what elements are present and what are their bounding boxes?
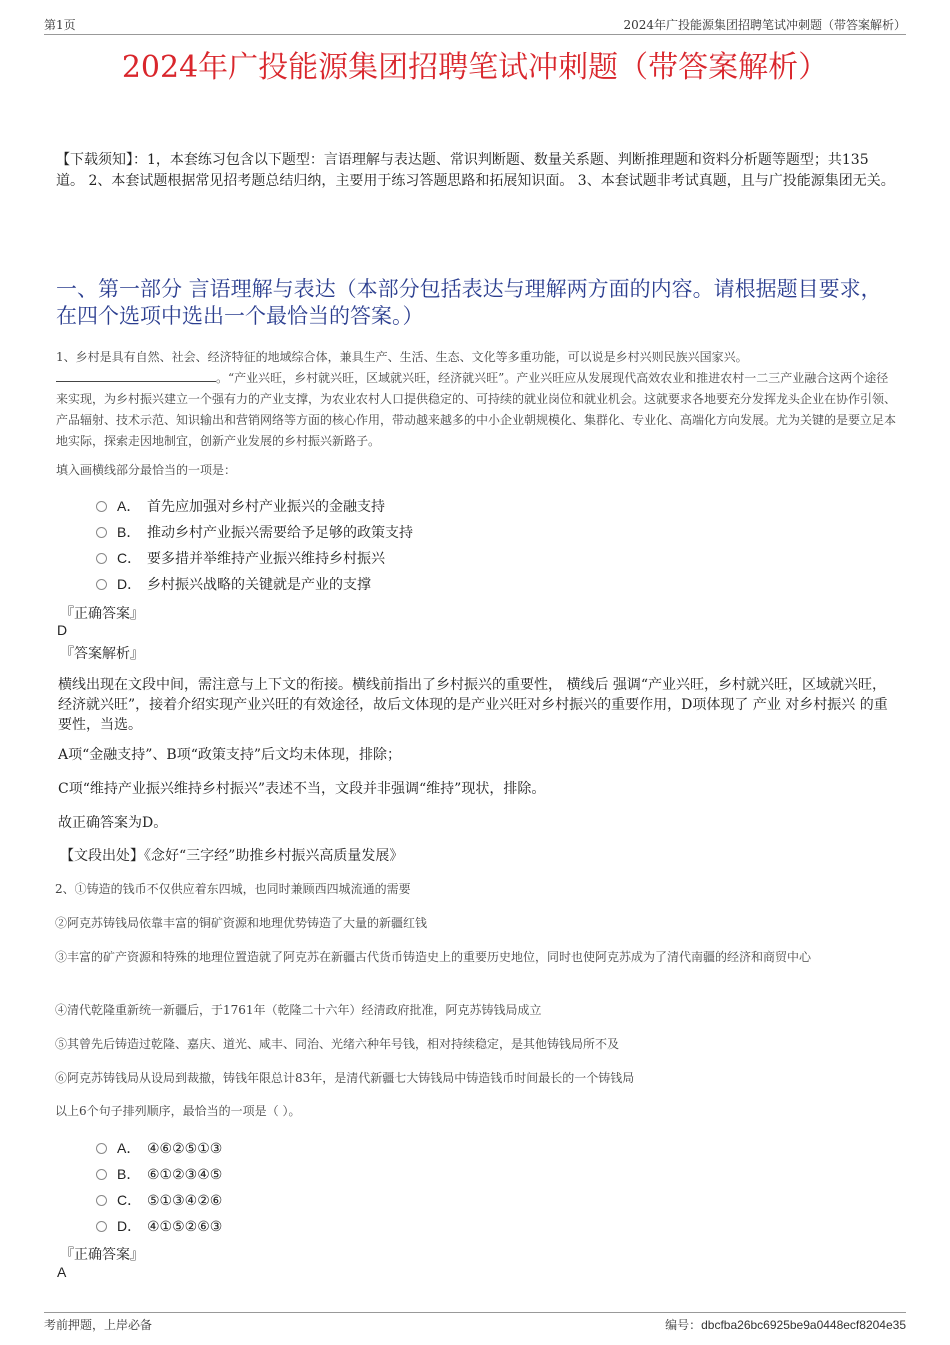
q2-sentence: ④清代乾隆重新统一新疆后，于1761年（乾隆二十六年）经清政府批准，阿克苏铸钱局成立 bbox=[55, 1003, 542, 1017]
radio-icon[interactable] bbox=[96, 527, 107, 538]
option-a[interactable]: A． ④⑥②⑤①③ bbox=[96, 1135, 222, 1161]
answer-label: 『正确答案』 bbox=[60, 1247, 144, 1263]
q2-sentence: ③丰富的矿产资源和特殊的地理位置造就了阿克苏在新疆古代货币铸造史上的重要历史地位，同时也使阿克苏成为了清代南疆的经济和商贸中心 bbox=[55, 950, 812, 964]
fill-blank-line bbox=[56, 369, 216, 382]
radio-icon[interactable] bbox=[96, 1195, 107, 1206]
page-number: 第1页 bbox=[44, 18, 76, 32]
answer-value: D bbox=[57, 622, 68, 638]
footer-slogan: 考前押题，上岸必备 bbox=[44, 1318, 153, 1332]
answer-label: 『正确答案』 bbox=[60, 606, 144, 622]
analysis-paragraph: 故正确答案为D。 bbox=[58, 815, 168, 831]
question-1-prompt: 填入画横线部分最恰当的一项是： bbox=[56, 463, 237, 477]
option-c[interactable]: C． ⑤①③④②⑥ bbox=[96, 1187, 222, 1213]
q2-sentence: 2、①铸造的钱币不仅供应着东四城，也同时兼顾西四城流通的需要 bbox=[55, 882, 411, 896]
q2-sentence: ②阿克苏铸钱局依靠丰富的铜矿资源和地理优势铸造了大量的新疆红钱 bbox=[55, 916, 428, 930]
page-title: 2024年广投能源集团招聘笔试冲刺题（带答案解析） bbox=[121, 50, 829, 85]
question-1-options bbox=[96, 493, 413, 597]
question-1-rest: 。“产业兴旺，乡村就兴旺，区域就兴旺，经济就兴旺”。产业兴旺应从发展现代高效农业和推进农村一二三产业融合这两个途径来实现，为乡村振兴建立一个强有力的产业支撑，为农业农村人口提供稳定的、可持续的就业岗位和就业机会。这就要求各地要充分发挥龙头企业在协作引领、产品辐射、技术示范、知识输出和营销网络等方面的核心作用，带动越来越多的中小企业朝规模化、集群化、专业化、高端化方向发展。尤为关键的是要立足本地实际，探索走因地制宜，创新产业发展的乡村振兴新路子。 bbox=[56, 371, 897, 448]
option-d[interactable]: D． ④①⑤②⑥③ bbox=[96, 1213, 222, 1239]
radio-icon[interactable] bbox=[96, 1143, 107, 1154]
option-a[interactable]: A． 首先应加强对乡村产业振兴的金融支持 bbox=[96, 493, 413, 519]
section-heading: 一、第一部分 言语理解与表达（本部分包括表达与理解两方面的内容。请根据题目要求，在四个选项中选出一个最恰当的答案。） bbox=[56, 277, 882, 328]
analysis-label: 『答案解析』 bbox=[60, 646, 144, 662]
page-header bbox=[44, 14, 906, 35]
page-footer bbox=[44, 1312, 906, 1332]
option-b[interactable]: B． 推动乡村产业振兴需要给予足够的政策支持 bbox=[96, 519, 413, 545]
question-2-options bbox=[96, 1135, 222, 1239]
option-b[interactable]: B． ⑥①②③④⑤ bbox=[96, 1161, 222, 1187]
radio-icon[interactable] bbox=[96, 501, 107, 512]
analysis-paragraph: C项“维持产业振兴维持乡村振兴”表述不当，文段并非强调“维持”现状，排除。 bbox=[58, 781, 546, 797]
radio-icon[interactable] bbox=[96, 579, 107, 590]
question-2-prompt: 以上6个句子排列顺序，最恰当的一项是（ ）。 bbox=[55, 1104, 301, 1118]
q2-sentence: ⑤其曾先后铸造过乾隆、嘉庆、道光、咸丰、同治、光绪六种年号钱，相对持续稳定，是其他铸钱局所不及 bbox=[55, 1037, 620, 1051]
download-notice: 【下载须知】：1，本套练习包含以下题型：言语理解与表达题、常识判断题、数量关系题、判断推理题和资料分析题等题型；共135道。 2、本套试题根据常见招考题总结归纳，主要用于练习答题思路和拓展知识面。 3、本套试题非考试真题，且与广投能源集团无关。 bbox=[56, 152, 895, 189]
option-c[interactable]: C． 要多措并举维持产业振兴维持乡村振兴 bbox=[96, 545, 413, 571]
analysis-paragraph: 横线出现在文段中间，需注意与上下文的衔接。横线前指出了乡村振兴的重要性， 横线后 强调“产业兴旺，乡村就兴旺，区域就兴旺，经济就兴旺”，接着介绍实现产业兴旺的有效途径，故后文体现的是产业兴旺对乡村振兴的重要作用，D项体现了 产业 对乡村振兴 的重要性，当选。 bbox=[58, 677, 888, 733]
option-d[interactable]: D． 乡村振兴战略的关键就是产业的支撑 bbox=[96, 571, 413, 597]
question-1-stem bbox=[56, 347, 896, 452]
footer-doc-id: 编号：dbcfba26bc6925be9a0448ecf8204e35 bbox=[665, 1318, 906, 1332]
analysis-paragraph: A项“金融支持”、B项“政策支持”后文均未体现，排除； bbox=[58, 747, 402, 763]
header-doc-title: 2024年广投能源集团招聘笔试冲刺题（带答案解析） bbox=[623, 18, 906, 32]
question-1-lead: 1、乡村是具有自然、社会、经济特征的地域综合体，兼具生产、生活、生态、文化等多重功能，可以说是乡村兴则民族兴国家兴。 bbox=[56, 350, 748, 364]
radio-icon[interactable] bbox=[96, 1169, 107, 1180]
answer-value: A bbox=[57, 1264, 67, 1280]
radio-icon[interactable] bbox=[96, 553, 107, 564]
radio-icon[interactable] bbox=[96, 1221, 107, 1232]
q2-sentence: ⑥阿克苏铸钱局从设局到裁撤，铸钱年限总计83年，是清代新疆七大铸钱局中铸造钱币时间最长的一个铸钱局 bbox=[55, 1071, 635, 1085]
passage-source: 【文段出处】《念好“三字经”助推乡村振兴高质量发展》 bbox=[60, 848, 404, 864]
